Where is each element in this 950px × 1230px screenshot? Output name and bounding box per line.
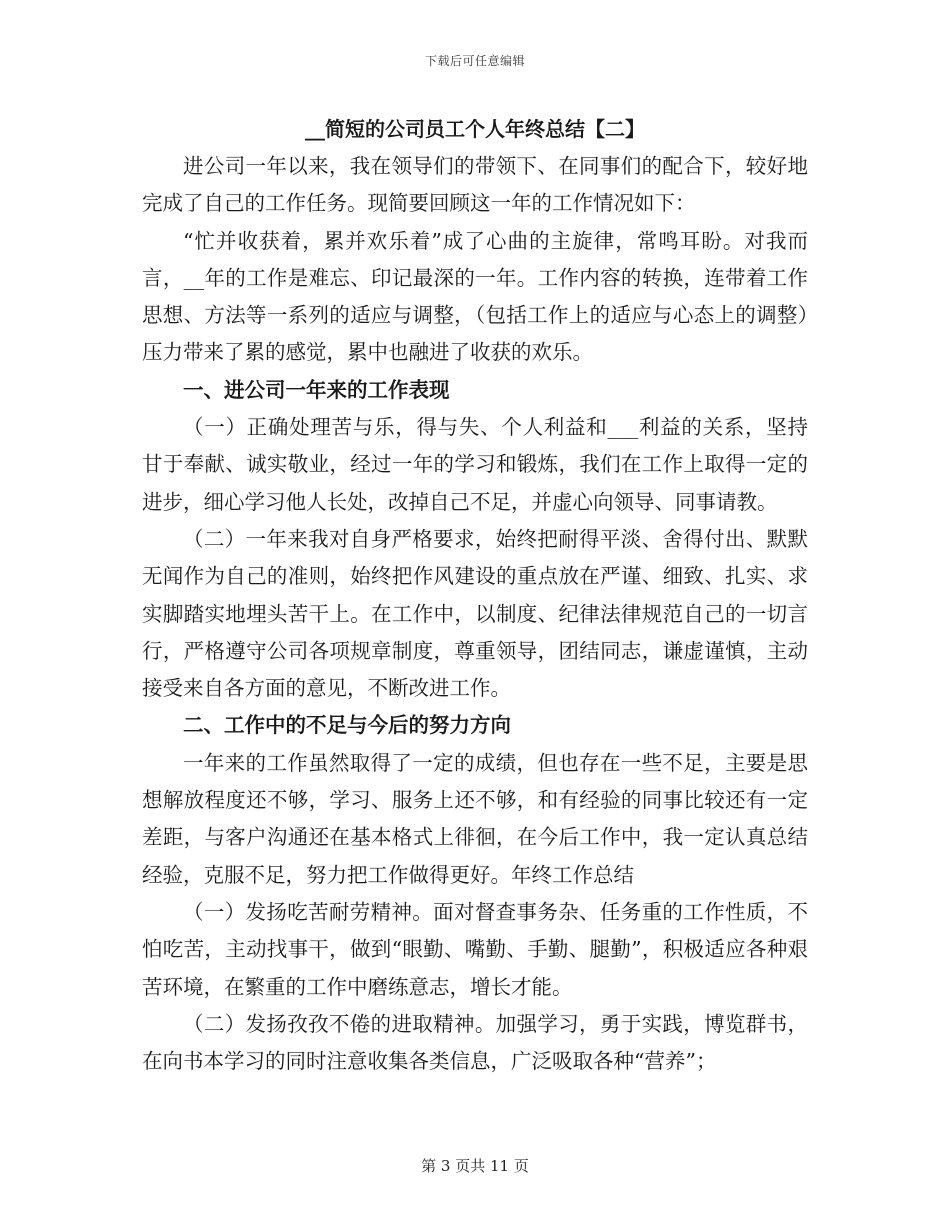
header-note: 下载后可任意编辑 <box>424 54 525 68</box>
document-body <box>142 112 808 1080</box>
intro-paragraph-2: “忙并收获着，累并欢乐着”成了心曲的主旋律，常鸣耳盼。对我而言，__年的工作是难忘、印记最深的一年。工作内容的转换，连带着工作思想、方法等一系列的适应与调整，（包括工作上的适应与心态上的调整）压力带来了累的感觉，累中也融进了收获的欢乐。 <box>142 228 808 365</box>
document-title: __简短的公司员工个人年终总结【二】 <box>305 117 645 141</box>
page-number: 第 3 页共 11 页 <box>421 1157 529 1175</box>
section2-paragraph-3: （二）发扬孜孜不倦的进取精神。加强学习，勇于实践，博览群书，在向书本学习的同时注意收集各类信息，广泛吸取各种“营养”； <box>142 1011 808 1074</box>
section2-paragraph-1: 一年来的工作虽然取得了一定的成绩，但也存在一些不足，主要是思想解放程度还不够，学习、服务上还不够，和有经验的同事比较还有一定差距，与客户沟通还在基本格式上徘徊，在今后工作中，我一定认真总结经验，克服不足，努力把工作做得更好。年终工作总结 <box>142 750 808 887</box>
section1-paragraph-2: （二）一年来我对自身严格要求，始终把耐得平淡、舍得付出、默默无闻作为自己的准则，始终把作风建设的重点放在严谨、细致、扎实、求实脚踏实地埋头苦干上。在工作中，以制度、纪律法律规范自己的一切言行，严格遵守公司各项规章制度，尊重领导，团结同志，谦虚谨慎，主动接受来自各方面的意见，不断改进工作。 <box>142 526 808 701</box>
section1-paragraph-1: （一）正确处理苦与乐，得与失、个人利益和___利益的关系，坚持甘于奉献、诚实敬业，经过一年的学习和锻炼，我们在工作上取得一定的进步，细心学习他人长处，改掉自己不足，并虚心向领导、同事请教。 <box>142 415 808 514</box>
section-heading-2: 二、工作中的不足与今后的努力方向 <box>183 713 511 738</box>
section-heading-1: 一、进公司一年来的工作表现 <box>183 377 450 402</box>
section2-paragraph-2: （一）发扬吃苦耐劳精神。面对督查事务杂、任务重的工作性质，不怕吃苦，主动找事干，做到“眼勤、嘴勤、手勤、腿勤”，积极适应各种艰苦环境，在繁重的工作中磨练意志，增长才能。 <box>142 899 808 999</box>
intro-paragraph-1: 进公司一年以来，我在领导们的带领下、在同事们的配合下，较好地完成了自己的工作任务。现简要回顾这一年的工作情况如下： <box>142 154 808 216</box>
